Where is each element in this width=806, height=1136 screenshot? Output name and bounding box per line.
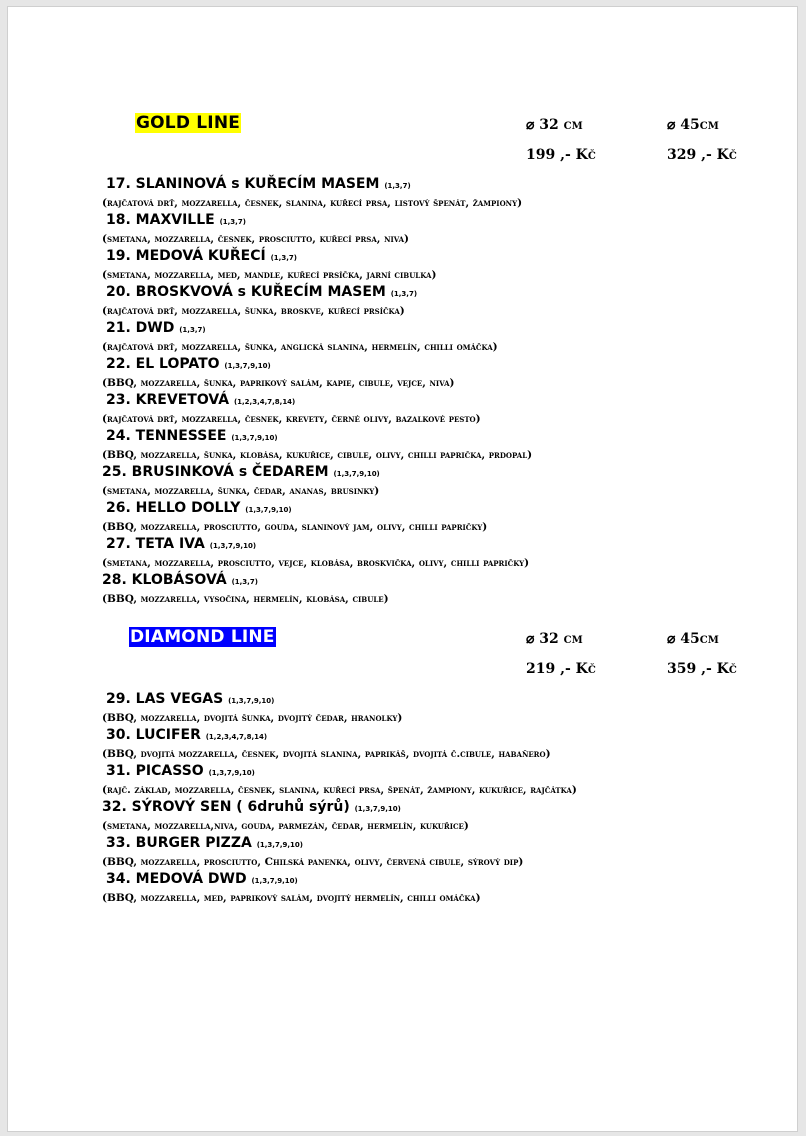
menu-item xyxy=(102,211,772,247)
menu-item xyxy=(102,834,772,870)
gold-line-title: GOLD LINE xyxy=(136,113,241,133)
item-allergens: (1,3,7,9,10) xyxy=(251,877,298,885)
item-allergens: (1,3,7,9,10) xyxy=(354,805,401,813)
menu-item xyxy=(102,499,772,535)
menu-item xyxy=(102,319,772,355)
item-name: 30. LUCIFER (1,2,3,4,7,8,14) xyxy=(106,727,268,743)
menu-item xyxy=(102,283,772,319)
gold-price-small: 199 ,- Kč xyxy=(526,147,596,163)
item-allergens: (1,3,7) xyxy=(390,290,418,298)
item-description: (BBQ, mozzarella, šunka, paprikový salám, kapie, cibule, vejce, niva) xyxy=(102,377,455,389)
menu-item xyxy=(102,391,772,427)
menu-item xyxy=(102,571,772,607)
item-description: (smetana, mozzarella, šunka, čedar, ananas, brusinky) xyxy=(102,485,380,497)
item-name: 22. EL LOPATO (1,3,7,9,10) xyxy=(106,356,271,372)
menu-item xyxy=(102,690,772,726)
item-description: (BBQ, mozzarella, med, paprikový salám, dvojitý hermelín, chilli omáčka) xyxy=(102,892,481,904)
item-name: 23. KREVETOVÁ (1,2,3,4,7,8,14) xyxy=(106,392,296,408)
diamond-items-list xyxy=(102,690,772,906)
diamond-price-small: 219 ,- Kč xyxy=(526,661,596,677)
menu-item xyxy=(102,463,772,499)
item-name: 31. PICASSO (1,3,7,9,10) xyxy=(106,763,255,779)
diamond-price-large: 359 ,- Kč xyxy=(667,661,737,677)
item-allergens: (1,3,7) xyxy=(384,182,411,190)
item-allergens: (1,3,7) xyxy=(219,218,246,226)
item-description: (smetana, mozzarella, med, mandle, kuřecí prsíčka, jarní cibulka) xyxy=(102,269,437,281)
item-allergens: (1,2,3,4,7,8,14) xyxy=(205,733,268,741)
menu-item xyxy=(102,355,772,391)
item-description: (smetana, mozzarella,niva, gouda, parmezán, čedar, hermelín, kukuřice) xyxy=(102,820,469,832)
item-description: (BBQ, mozzarella, šunka, klobása, kukuřice, cibule, olivy, chilli paprička, prdopal) xyxy=(102,449,533,461)
menu-item xyxy=(102,427,772,463)
item-allergens: (1,3,7,9,10) xyxy=(245,506,292,514)
menu-item xyxy=(102,870,772,906)
menu-item xyxy=(102,798,772,834)
item-description: (rajčatová drť, mozzarella, česnek, krevety, černé olivy, bazalkové pesto) xyxy=(102,413,481,425)
menu-item xyxy=(102,175,772,211)
menu-item xyxy=(102,535,772,571)
item-description: (BBQ, mozzarella, vysočina, hermelín, klobása, cibule) xyxy=(102,593,389,605)
item-description: (smetana, mozzarella, prosciutto, vejce, klobása, broskvička, olivy, chilli papričky) xyxy=(102,557,530,569)
item-description: (smetana, mozzarella, česnek, prosciutto, kuřecí prsa, niva) xyxy=(102,233,410,245)
document-page xyxy=(7,6,798,1132)
menu-item xyxy=(102,726,772,762)
menu-item xyxy=(102,247,772,283)
item-allergens: (1,3,7) xyxy=(270,254,297,262)
item-description: (rajč. základ, mozzarella, česnek, slanina, kuřecí prsa, špenát, žampiony, kukuřice, rajčátka) xyxy=(102,784,577,796)
item-name: 33. BURGER PIZZA (1,3,7,9,10) xyxy=(106,835,303,851)
item-name: 34. MEDOVÁ DWD (1,3,7,9,10) xyxy=(106,871,298,887)
item-allergens: (1,3,7,9,10) xyxy=(228,697,275,705)
item-allergens: (1,3,7,9,10) xyxy=(256,841,303,849)
item-name: 32. SÝROVÝ SEN ( 6druhů sýrů) (1,3,7,9,10) xyxy=(102,799,401,815)
menu-item xyxy=(102,762,772,798)
diamond-size-small: ⌀ 32 cm xyxy=(526,631,583,647)
gold-size-small: ⌀ 32 cm xyxy=(526,117,583,133)
item-name: 17. SLANINOVÁ s KUŘECÍM MASEM (1,3,7) xyxy=(106,176,411,192)
diamond-size-large: ⌀ 45cm xyxy=(667,631,719,647)
item-allergens: (1,3,7) xyxy=(179,326,206,334)
item-allergens: (1,2,3,4,7,8,14) xyxy=(233,398,296,406)
item-description: (BBQ, dvojitá mozzarella, česnek, dvojitá slanina, paprikáš, dvojitá č.cibule, habaňero) xyxy=(102,748,551,760)
item-allergens: (1,3,7,9,10) xyxy=(224,362,271,370)
item-allergens: (1,3,7,9,10) xyxy=(208,769,255,777)
item-description: (rajčatová drť, mozzarella, šunka, anglická slanina, hermelín, chilli omáčka) xyxy=(102,341,498,353)
item-name: 24. TENNESSEE (1,3,7,9,10) xyxy=(106,428,278,444)
item-name: 29. LAS VEGAS (1,3,7,9,10) xyxy=(106,691,275,707)
item-description: (BBQ, mozzarella, prosciutto, gouda, slaninový jam, olivy, chilli papričky) xyxy=(102,521,488,533)
item-description: (rajčatová drť, mozzarella, česnek, slanina, kuřecí prsa, listový špenát, žampiony) xyxy=(102,197,523,209)
gold-size-large: ⌀ 45cm xyxy=(667,117,719,133)
item-name: 28. KLOBÁSOVÁ (1,3,7) xyxy=(102,572,258,588)
item-name: 21. DWD (1,3,7) xyxy=(106,320,206,336)
item-description: (BBQ, mozzarella, dvojitá šunka, dvojitý čedar, hranolky) xyxy=(102,712,403,724)
gold-price-large: 329 ,- Kč xyxy=(667,147,737,163)
item-allergens: (1,3,7,9,10) xyxy=(231,434,278,442)
item-name: 19. MEDOVÁ KUŘECÍ (1,3,7) xyxy=(106,248,297,264)
item-name: 27. TETA IVA (1,3,7,9,10) xyxy=(106,536,257,552)
item-name: 26. HELLO DOLLY (1,3,7,9,10) xyxy=(106,500,292,516)
diamond-line-title: DIAMOND LINE xyxy=(130,627,275,647)
item-description: (rajčatová drť, mozzarella, šunka, broskve, kuřecí prsíčka) xyxy=(102,305,405,317)
item-allergens: (1,3,7) xyxy=(231,578,258,586)
item-name: 20. BROSKVOVÁ s KUŘECÍM MASEM (1,3,7) xyxy=(106,284,418,300)
item-allergens: (1,3,7,9,10) xyxy=(209,542,257,550)
item-name: 18. MAXVILLE (1,3,7) xyxy=(106,212,246,228)
item-name: 25. BRUSINKOVÁ s ČEDAREM (1,3,7,9,10) xyxy=(102,464,380,480)
gold-items-list xyxy=(102,175,772,607)
item-description: (BBQ, mozzarella, prosciutto, Chilská panenka, olivy, červená cibule, sýrový dip) xyxy=(102,856,524,868)
item-allergens: (1,3,7,9,10) xyxy=(333,470,380,478)
